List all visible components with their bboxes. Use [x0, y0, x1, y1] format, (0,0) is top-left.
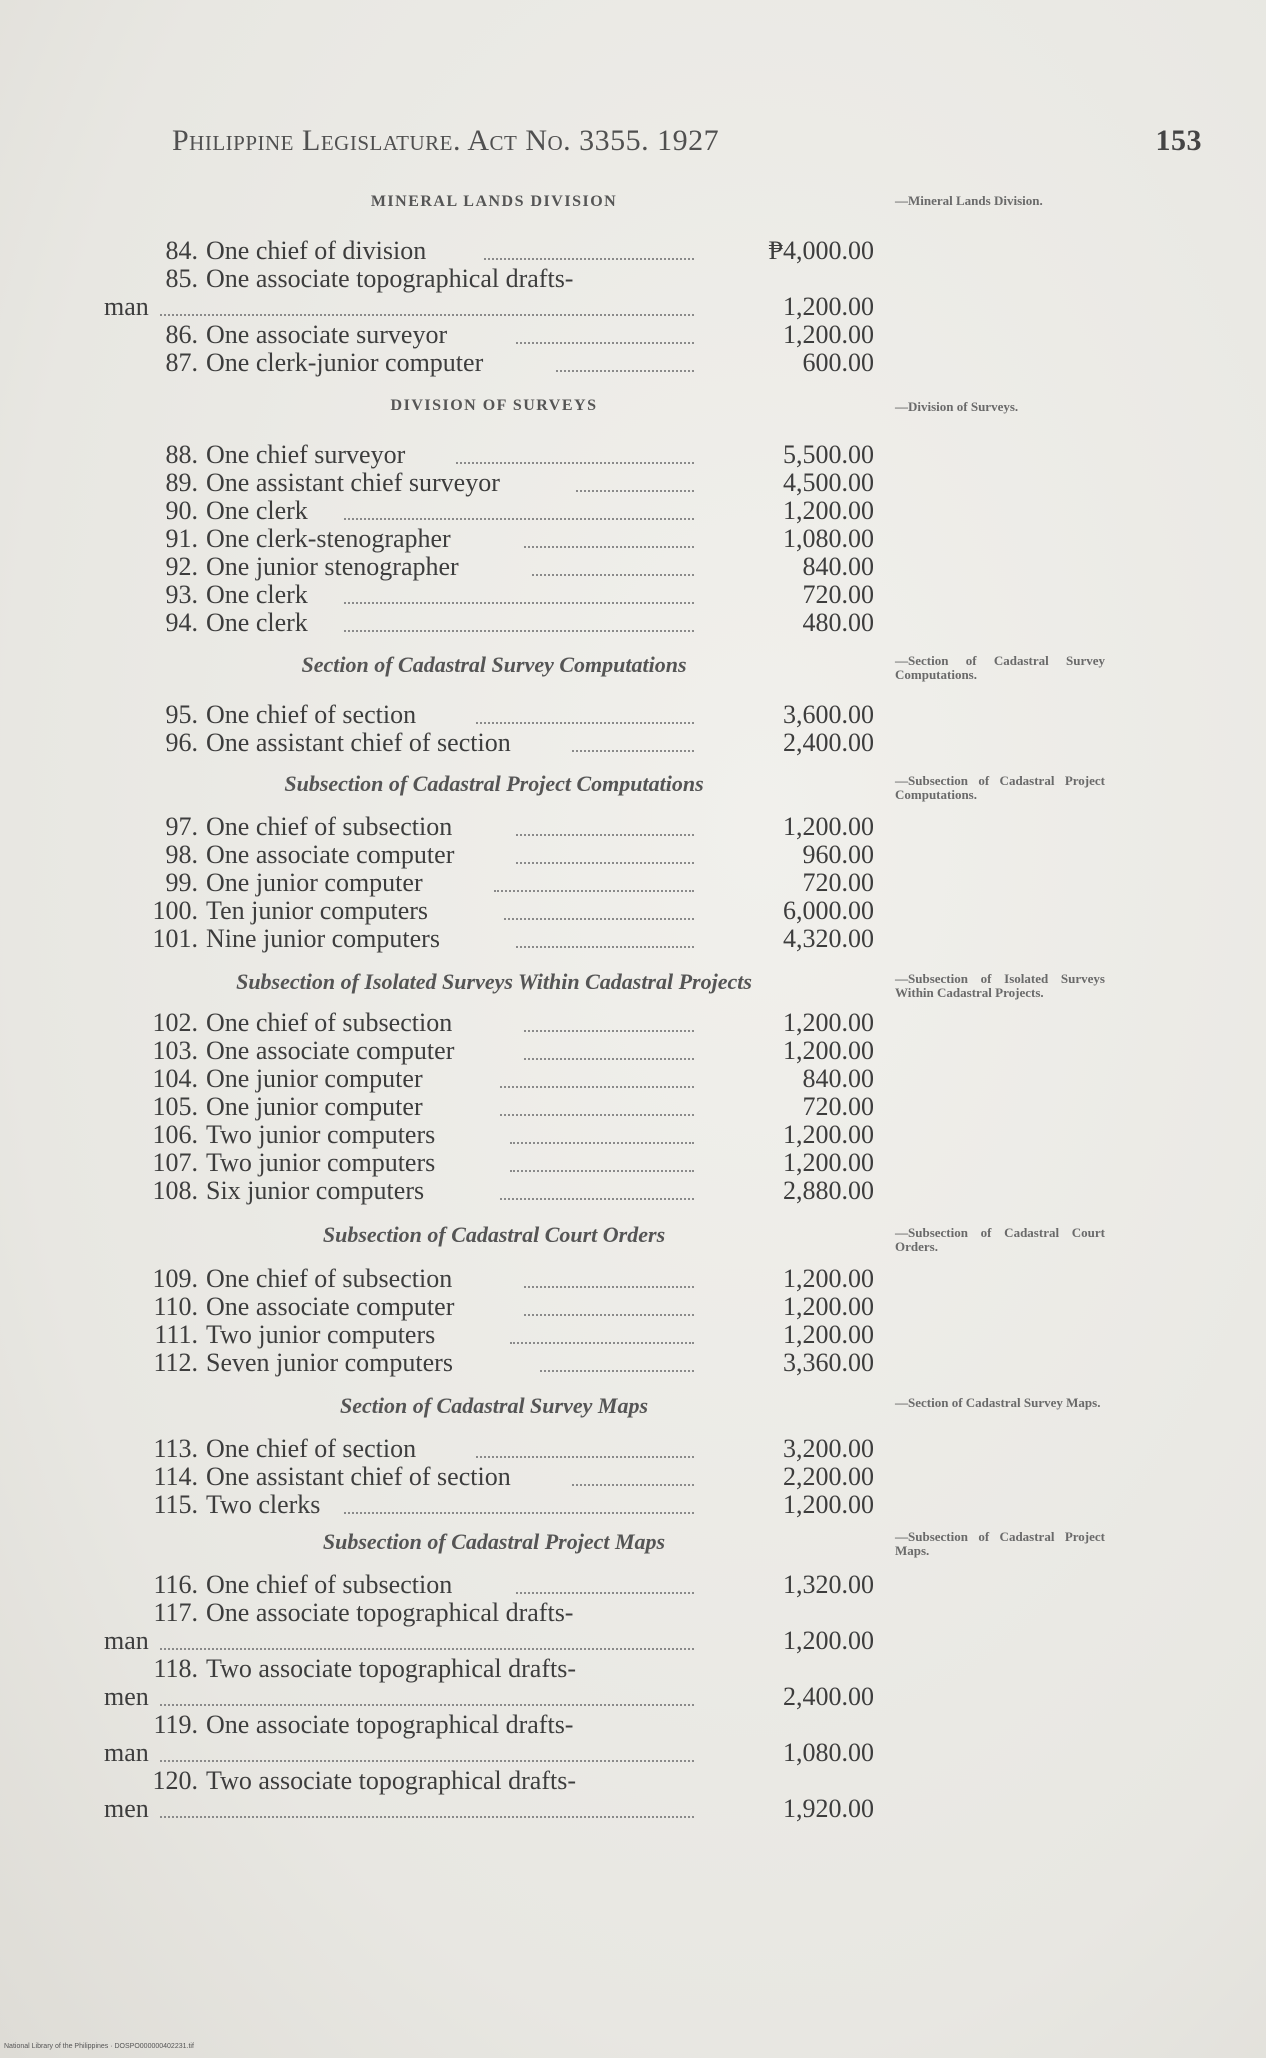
running-head [172, 124, 1202, 164]
margin-note: —Subsection of Cadastral Project Maps. [895, 1529, 1105, 1558]
margin-note: —Subsection of Isolated Surveys Within Cadastral Projects. [895, 971, 1105, 1000]
margin-note: —Subsection of Cadastral Project Computations. [895, 773, 1105, 802]
section-heading: Subsection of Cadastral Project Computations [284, 771, 704, 796]
section-heading: Subsection of Cadastral Project Maps [322, 1529, 666, 1554]
margin-note: —Subsection of Cadastral Court Orders. [895, 1225, 1105, 1254]
margin-note: —Mineral Lands Division. [895, 193, 1043, 208]
section-heading: Section of Cadastral Survey Computations [301, 652, 687, 677]
margin-note: —Section of Cadastral Survey Computations. [895, 653, 1105, 682]
scan-credit: National Library of the Philippines · DOSPO000000402231.tif [4, 2043, 194, 2050]
section-heading: Section of Cadastral Survey Maps [339, 1393, 649, 1418]
section-heading: Subsection of Isolated Surveys Within Cadastral Projects [236, 969, 752, 994]
margin-note: —Section of Cadastral Survey Maps. [895, 1395, 1101, 1410]
page-number: 153 [1155, 124, 1202, 157]
section-heading: DIVISION OF SURVEYS [390, 397, 598, 414]
section-heading: MINERAL LANDS DIVISION [370, 193, 618, 210]
running-head-title: Philippine Legislature. Act No. 3355. 1927 [172, 124, 720, 157]
section-heading: Subsection of Cadastral Court Orders [322, 1222, 666, 1247]
margin-note: —Division of Surveys. [895, 399, 1019, 414]
